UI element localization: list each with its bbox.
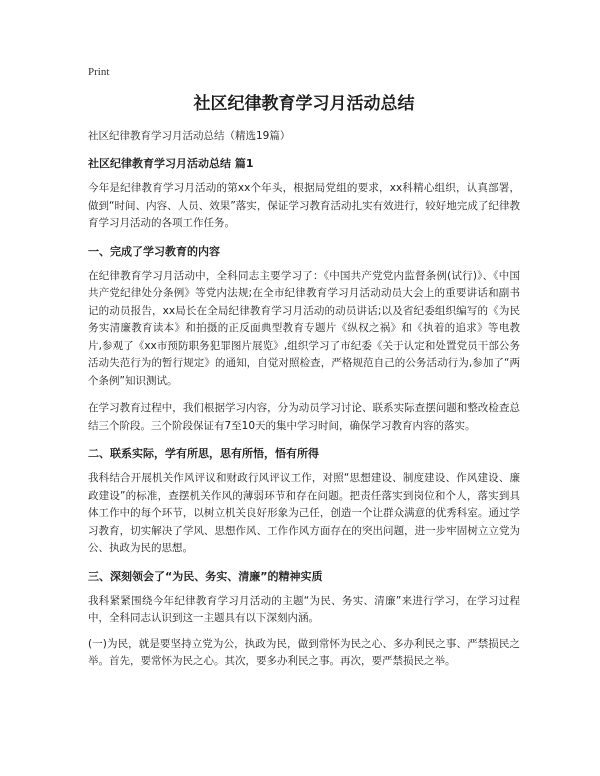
section-1-paragraph-2: 在学习教育过程中，我们根据学习内容，分为动员学习讨论、联系实际查摆问题和整改检查总结三个阶段。三个阶段保证有7至10天的集中学习时间，确保学习教育内容的落实。 (88, 402, 520, 432)
document-subtitle: 社区纪律教育学习月活动总结（精选19篇） (88, 130, 291, 142)
intro-paragraph: 今年是纪律教育学习月活动的第xx个年头，根据局党组的要求，xx科精心组织，认真部署，做到“时间、内容、人员、效果”落实，保证学习教育活动扎实有效进行，较好地完成了纪律教育学习月活动的各项工作任务。 (88, 182, 520, 229)
section-heading-2: 二、联系实际，学有所思，思有所悟，悟有所得 (88, 447, 319, 460)
section-heading-1: 一、完成了学习教育的内容 (88, 244, 220, 258)
article-heading: 社区纪律教育学习月活动总结 篇1 (88, 157, 254, 170)
section-1-paragraph-1: 在纪律教育学习月活动中，全科同志主要学习了：《中国共产党党内监督条例(试行)》、《中国共产党纪律处分条例》等党内法规;在全市纪律教育学习月活动动员大会上的重要讲话和副书记的动员报告，xx局长在全局纪律教育学习月活动的动员讲话;以及省纪委组织编写的《为民务实清廉教育读本》和拍摄的正反面典型教育专题片《纵权之祸》和《执着的追求》等电教片,参观了《xx市预防职务犯罪图片展览》,组织学习了市纪委《关于认定和处置党员干部公务活动失范行为的暂行规定》的通知，自觉对照检查，严格规范自己的公务活动行为,参加了“两个条例”知识测试。 (88, 269, 520, 387)
page-title: 社区纪律教育学习月活动总结 (193, 94, 415, 114)
section-3-paragraph-1: 我科紧紧围绕今年纪律教育学习月活动的主题“为民、务实、清廉”来进行学习，在学习过程中，全科同志认识到这一主题具有以下深刻内涵。 (88, 594, 520, 624)
section-3-paragraph-2: (一)为民，就是要坚持立党为公，执政为民，做到常怀为民之心、多办利民之事、严禁损民之举。首先，要常怀为民之心。其次，要多办利民之事。再次，要严禁损民之举。 (88, 637, 520, 667)
print-label: Print (88, 66, 110, 78)
document-page (88, 64, 520, 679)
section-heading-3: 三、深刻领会了“为民、务实、清廉”的精神实质 (88, 569, 323, 583)
section-2-paragraph-1: 我科结合开展机关作风评议和财政行风评议工作，对照“思想建设、制度建设、作风建设、廉政建设”的标准，查摆机关作风的薄弱环节和存在问题。把责任落实到岗位和个人，落实到具体工作中的每个环节，以树立机关良好形象为己任，创造一个让群众满意的优秀科室。通过学习教育，切实解决了学风、思想作风、工作作风方面存在的突出问题，进一步牢固树立立党为公、执政为民的思想。 (88, 472, 520, 554)
